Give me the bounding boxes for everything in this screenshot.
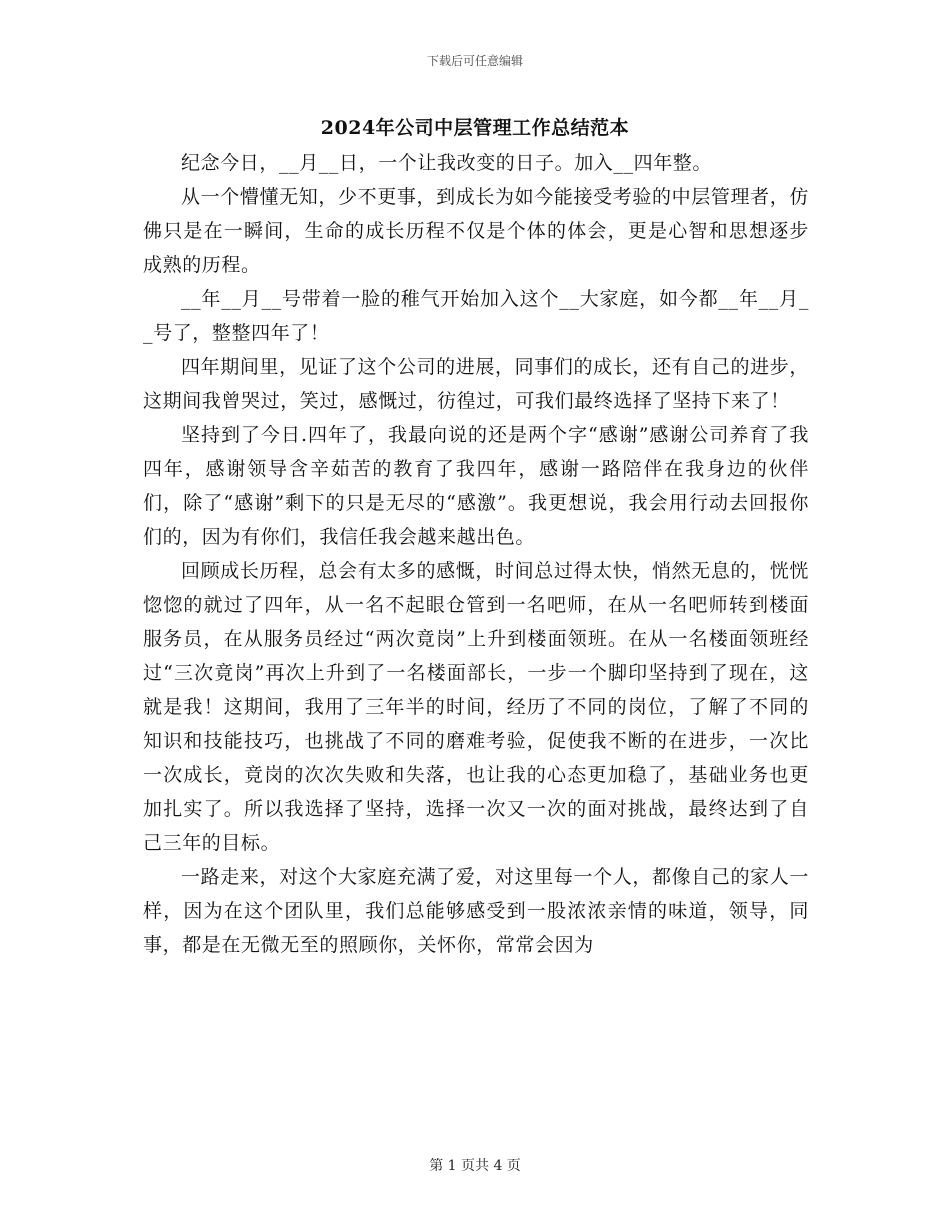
paragraph-1: 纪念今日，__月__日，一个让我改变的日子。加入__四年整。: [181, 152, 713, 174]
paragraph-3: __年__月__号带着一脸的稚气开始加入这个__大家庭，如今都__年__月__号了，整整四年了！: [143, 288, 809, 344]
page-header-note: 下载后可任意编辑: [426, 54, 523, 68]
paragraph-2: 从一个懵懂无知，少不更事，到成长为如今能接受考验的中层管理者，仿佛只是在一瞬间，生命的成长历程不仅是个体的体会，更是心智和思想逐步成熟的历程。: [143, 186, 809, 276]
document-body: [143, 146, 809, 962]
document-title: 2024年公司中层管理工作总结范本: [320, 117, 630, 139]
page-number: 第 1 页共 4 页: [429, 1158, 521, 1174]
paragraph-4: 四年期间里，见证了这个公司的进展，同事们的成长，还有自己的进步，这期间我曾哭过，笑过，感慨过，彷徨过，可我们最终选择了坚持下来了！: [143, 356, 809, 412]
paragraph-6: 回顾成长历程，总会有太多的感慨，时间总过得太快，悄然无息的，恍恍惚惚的就过了四年，从一名不起眼仓管到一名吧师，在从一名吧师转到楼面服务员，在从服务员经过“两次竟岗”上升到楼面领班。在从一名楼面领班经过“三次竟岗”再次上升到了一名楼面部长，一步一个脚印坚持到了现在，这就是我！这期间，我用了三年半的时间，经历了不同的岗位，了解了不同的知识和技能技巧，也挑战了不同的磨难考验，促使我不断的在进步，一次比一次成长，竟岗的次次失败和失落，也让我的心态更加稳了，基础业务也更加扎实了。所以我选择了坚持，选择一次又一次的面对挑战，最终达到了自己三年的目标。: [143, 560, 809, 854]
paragraph-5: 坚持到了今日.四年了，我最向说的还是两个字“感谢”感谢公司养育了我四年，感谢领导含辛茹苦的教育了我四年，感谢一路陪伴在我身边的伙伴们，除了“感谢”剩下的只是无尽的“感激”。我更想说，我会用行动去回报你们的，因为有你们，我信任我会越来越出色。: [143, 424, 809, 548]
paragraph-7: 一路走来，对这个大家庭充满了爱，对这里每一个人，都像自己的家人一样，因为在这个团队里，我们总能够感受到一股浓浓亲情的味道，领导，同事，都是在无微无至的照顾你，关怀你，常常会因为: [143, 866, 809, 956]
